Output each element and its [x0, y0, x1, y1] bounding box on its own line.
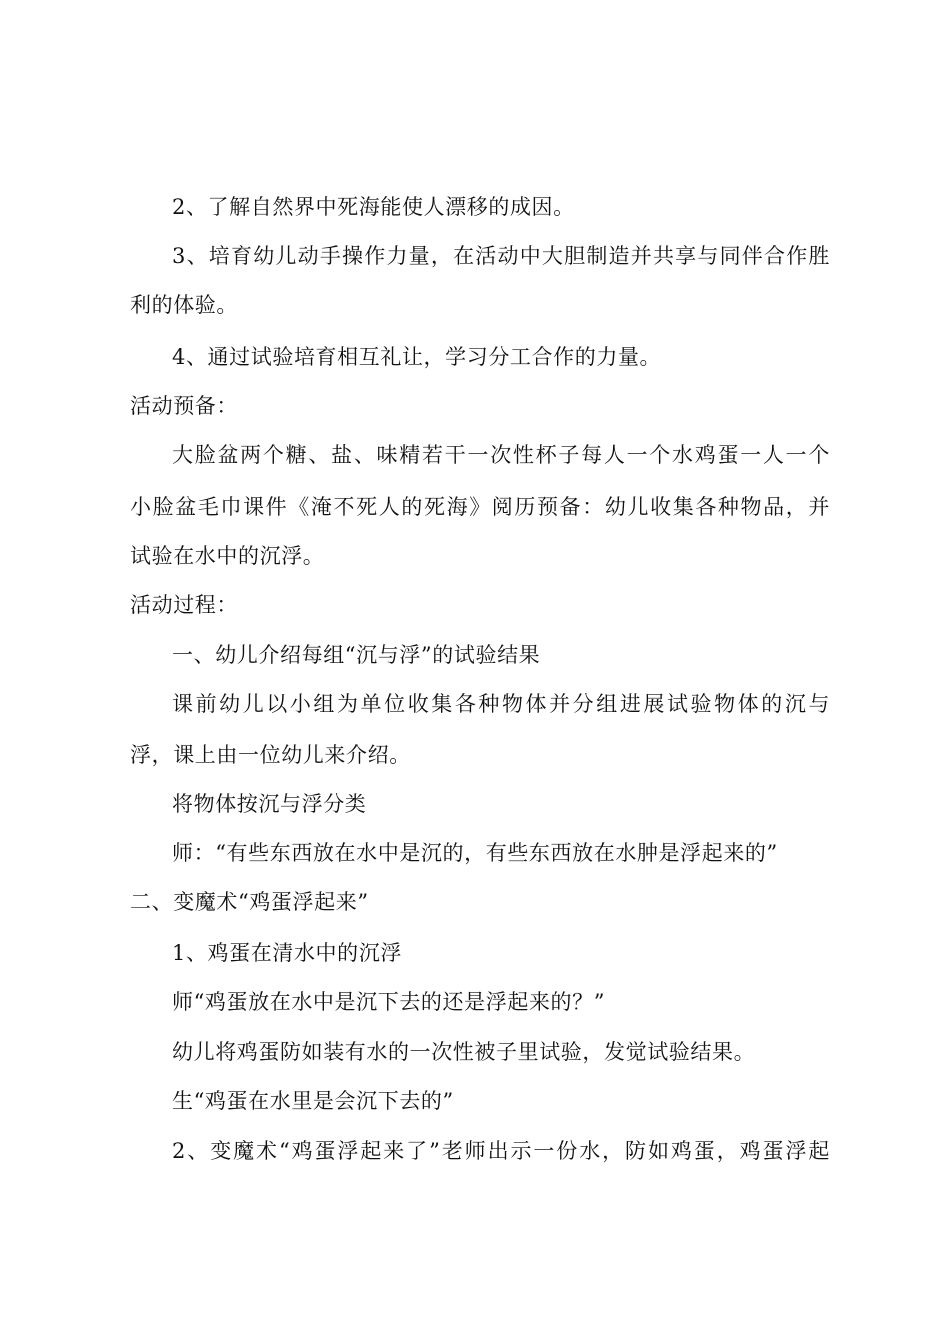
- paragraph-line: 师“鸡蛋放在水中是沉下去的还是浮起来的？”: [172, 990, 606, 1014]
- paragraph-line: 幼儿将鸡蛋防如装有水的一次性被子里试验，发觉试验结果。: [172, 1040, 756, 1064]
- paragraph-line: 2、了解自然界中死海能使人漂移的成因。: [172, 195, 575, 219]
- paragraph-line: 2、变魔术“鸡蛋浮起来了”老师出示一份水，防如鸡蛋，鸡蛋浮起: [172, 1139, 830, 1163]
- paragraph-line: 大脸盆两个糖、盐、味精若干一次性杯子每人一个水鸡蛋一人一个: [172, 443, 830, 467]
- paragraph-line: 1、鸡蛋在清水中的沉浮: [172, 941, 402, 965]
- paragraph-line: 4、通过试验培育相互礼让，学习分工合作的力量。: [172, 345, 662, 369]
- paragraph-line: 师：“有些东西放在水中是沉的，有些东西放在水肿是浮起来的”: [172, 841, 778, 865]
- section-heading: 活动过程：: [130, 593, 238, 617]
- paragraph-line: 生“鸡蛋在水里是会沉下去的”: [172, 1089, 454, 1113]
- paragraph-line: 将物体按沉与浮分类: [172, 792, 367, 816]
- paragraph-line: 课前幼儿以小组为单位收集各种物体并分组进展试验物体的沉与: [172, 692, 830, 716]
- paragraph-line: 试验在水中的沉浮。: [130, 544, 325, 568]
- section-heading: 二、变魔术“鸡蛋浮起来”: [130, 890, 369, 914]
- paragraph-line: 利的体验。: [130, 293, 238, 317]
- section-heading: 活动预备：: [130, 394, 238, 418]
- paragraph-line: 浮，课上由一位幼儿来介绍。: [130, 743, 411, 767]
- paragraph-line: 一、幼儿介绍每组“沉与浮”的试验结果: [172, 643, 541, 667]
- paragraph-line: 小脸盆毛巾课件《淹不死人的死海》阅历预备：幼儿收集各种物品，并: [130, 495, 830, 519]
- paragraph-line: 3、培育幼儿动手操作力量，在活动中大胆制造并共享与同伴合作胜: [172, 244, 830, 268]
